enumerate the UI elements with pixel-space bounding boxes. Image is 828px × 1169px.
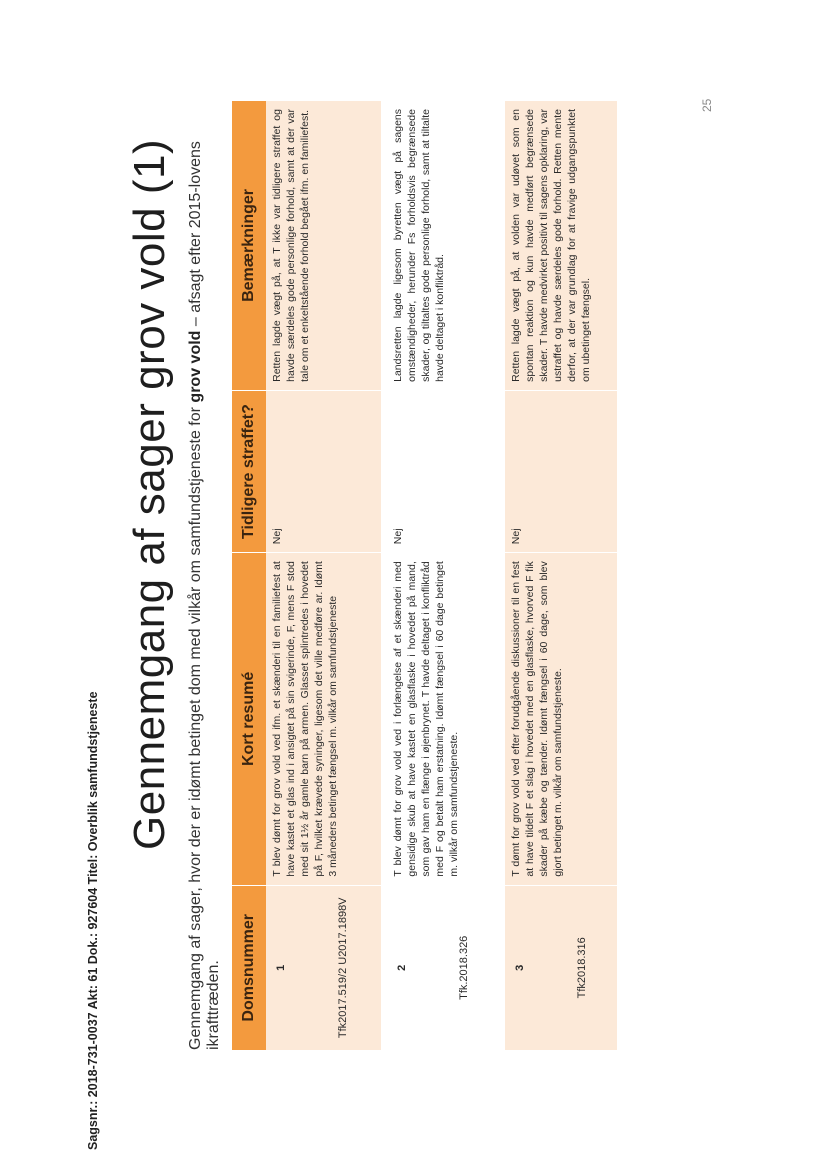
header-kort-resume: Kort resumé <box>232 553 266 885</box>
case-reference: Tfk.2018.326 <box>458 935 470 1000</box>
prior-cell: Nej <box>266 390 384 552</box>
case-number-cell <box>502 885 620 1050</box>
case-number-cell <box>266 885 384 1050</box>
prior-cell: Nej <box>384 390 502 552</box>
summary-cell: T blev dømt for grov vold ved ifm. et skænderi til en familiefest at have kastet et glas ind i ansigtet på sin svigerinde, F, mens F stod med sit 1½ år gamle barn på armen. Glasset splintredes i hovedet på F, hvilket krævede syninger, ligesom det ville medføre ar. Idømt 3 måneders betinget fængsel m. vilkår om samfundstjeneste <box>266 553 384 885</box>
header-tidligere-straffet: Tidligere straffet? <box>232 390 266 552</box>
case-number: 3 <box>514 964 526 971</box>
remarks-cell: Retten lagde vægt på, at volden var udøvet som en spontan reaktion og kun havde medført begrænsede skader. T havde medvirket positivt til sagens opklaring, var ustraffet og havde særdeles gode forhold. Retten mente derfor, at der var grundlag for at fravige udgangspunktet om ubetinget fængsel. <box>502 101 620 391</box>
slide-title: Gennemgang af sager grov vold (1) <box>125 138 174 850</box>
remarks-cell: Landsretten lagde ligesom byretten vægt på sagens omstændigheder, herunder Fs forholdsvis begrænsede skader, og tiltaltes gode personlige forhold, samt at tiltalte havde deltaget i konfliktråd. <box>384 101 502 391</box>
header-domsnummer: Domsnummer <box>232 885 266 1050</box>
case-reference: Tfk2018.316 <box>576 937 588 999</box>
page-number: 25 <box>700 98 714 112</box>
slide-subtitle <box>187 100 223 1050</box>
summary-cell: T blev dømt for grov vold ved i forlængelse af et skænderi med gensidige skub at have kastet en glasflaske i hovedet på mand, som gav ham en flænge i øjenbrynet. T havde deltaget i konfliktråd med F og betalt ham erstatning. Idømt fængsel i 60 dage betinget m. vilkår om samfundstjeneste. <box>384 553 502 885</box>
remarks-cell: Retten lagde vægt på, at T ikke var tidligere straffet og havde særdeles gode personlige forhold, samt at der var tale om et enkeltstående forhold begået ifm. en familiefest. <box>266 101 384 391</box>
document-header: Sagsnr.: 2018-731-0037 Akt: 61 Dok.: 927604 Titel: Overblik samfundstjeneste <box>86 691 100 1150</box>
table-header-row <box>232 101 266 1051</box>
table-row <box>266 101 384 1051</box>
subtitle-text-2: – afsagt efter 2015-lovens ikrafttræden. <box>187 141 222 1050</box>
case-number: 1 <box>275 964 287 971</box>
case-reference: Tfk2017.519/2 U2017.1898V <box>337 897 349 1039</box>
subtitle-text-1: Gennemgang af sager, hvor der er idømt betinget dom med vilkår om samfundstjeneste for <box>187 402 204 1050</box>
table-row <box>502 101 620 1051</box>
header-bemaerkninger: Bemærkninger <box>232 101 266 391</box>
cases-table <box>232 100 623 1050</box>
prior-cell: Nej <box>502 390 620 552</box>
summary-cell: T dømt for grov vold ved efter forudgående diskussioner til en fest at have tildelt F et slag i hovedet med en glasflaske, hvorved F fik skader på kæbe og tænder. Idømt fængsel i 60 dage, som blev gjort betinget m. vilkår om samfundstjeneste. <box>502 553 620 885</box>
table-row <box>384 101 502 1051</box>
slide <box>125 90 655 1050</box>
subtitle-bold: grov vold <box>187 330 204 403</box>
case-number: 2 <box>396 964 408 971</box>
case-number-cell <box>384 885 502 1050</box>
